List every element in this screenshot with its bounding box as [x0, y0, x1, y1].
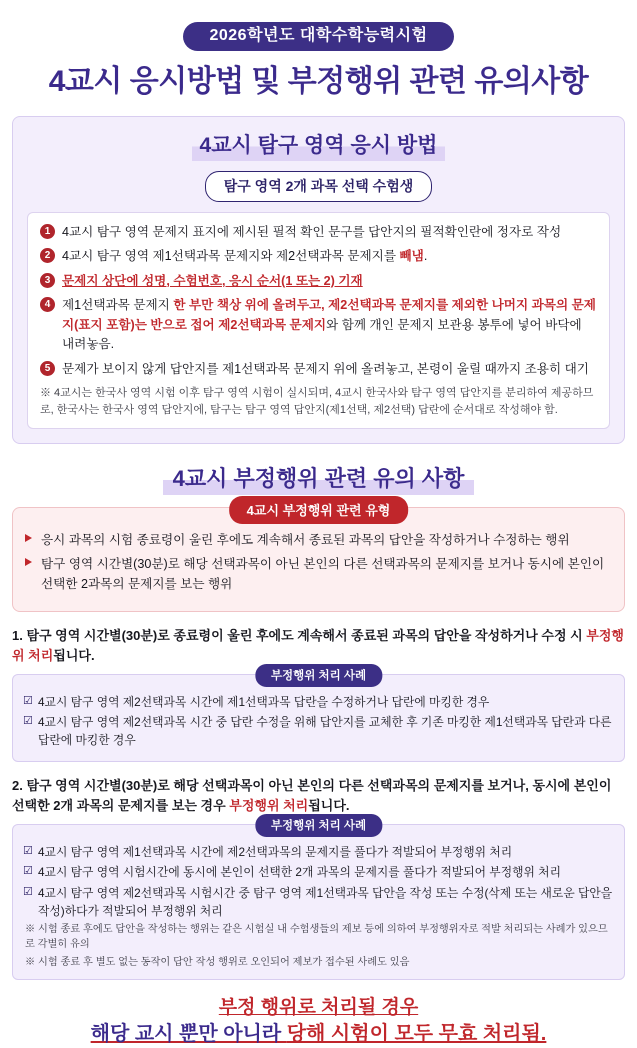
violation-case-item-text: 4교시 탐구 영역 제2선택과목 시간에 제1선택과목 답란을 수정하거나 답란에 마킹한 경우 — [38, 694, 490, 709]
violation-case-item-text: 4교시 탐구 영역 제2선택과목 시간 중 답란 수정을 위해 답안지를 교체한 후 기존 마킹한 제1선택과목 답란과 다른 답란에 마킹한 경우 — [38, 715, 612, 748]
violation-case-0-head-part-2: 됩니다. — [53, 647, 95, 663]
exam-method-item — [40, 223, 597, 243]
check-bullet-icon: ☑ — [23, 694, 33, 707]
violation-case-item — [23, 884, 614, 921]
header — [12, 0, 625, 100]
footer-line-1: 부정 행위로 처리될 경우 — [218, 996, 419, 1018]
exam-year-badge: 2026학년도 대학수학능력시험 — [183, 22, 453, 51]
check-bullet-icon: ☑ — [23, 885, 33, 898]
check-bullet-icon: ☑ — [23, 715, 33, 728]
check-bullet-icon: ☑ — [23, 865, 33, 878]
violation-case-1-head-part-2: 됩니다. — [308, 797, 350, 813]
violation-case-heading — [12, 776, 625, 816]
footer-line-2 — [12, 1021, 625, 1048]
violation-case-badge: 부정행위 처리 사례 — [255, 664, 382, 687]
triangle-bullet-icon — [25, 558, 32, 566]
exam-method-item — [40, 247, 597, 267]
violation-type-item — [25, 530, 612, 550]
section2-title: 4교시 부정행위 관련 유의 사항 — [163, 462, 475, 495]
footer-line-2-part-a: 해당 교시 뿐만 아니라 — [90, 1022, 287, 1045]
exam-method-item — [40, 272, 597, 292]
violation-types-box — [12, 503, 625, 611]
exam-method-item — [40, 296, 597, 355]
exam-method-list — [40, 223, 597, 380]
violation-types-list — [25, 530, 612, 594]
violation-case-item — [23, 863, 614, 881]
exam-method-item-3-part-1: 한 부만 책상 위에 올려두고, 제2선택과목 문제지를 제외한 나머지 과목의 문제지(표지 포함)는 반으로 접어 제2선택과목 문제지 — [62, 298, 596, 332]
section2-title-wrap — [12, 462, 625, 495]
violation-case-list — [23, 693, 614, 750]
exam-method-item-2-part-0: 문제지 상단에 성명, 수험번호, 응시 순서(1 또는 2) 기재 — [62, 273, 363, 288]
violation-type-text: 탐구 영역 시간별(30분)로 해당 선택과목이 아닌 본인의 다른 선택과목의 문제지를 보거나 동시에 본인이 선택한 2과목의 문제지를 보는 행위 — [41, 557, 605, 592]
list-number-badge: 1 — [40, 224, 55, 239]
footer-line-2-part-b: 당해 시험이 모두 무효 처리됨. — [286, 1022, 547, 1045]
list-number-badge: 3 — [40, 273, 55, 288]
check-bullet-icon: ☑ — [23, 844, 33, 857]
exam-method-item-1-part-2: . — [423, 249, 428, 264]
section-exam-method — [12, 116, 625, 445]
section1-note: ※ 4교시는 한국사 영역 시험 이후 탐구 영역 시험이 실시되며, 4교시 한국사와 탐구 영역 답안지를 분리하여 제공하므로, 한국사는 한국사 영역 답안지에, 탐구는 탐구 영역 답안지(제1선택, 제2선택) 답란에 순서대로 작성해야 함. — [40, 387, 594, 416]
violation-type-text: 응시 과목의 시험 종료령이 울린 후에도 계속해서 종료된 과목의 답안을 작성하거나 수정하는 행위 — [41, 533, 570, 548]
list-number-badge: 2 — [40, 248, 55, 263]
footer — [12, 996, 625, 1048]
violation-case — [12, 626, 625, 762]
section1-target-badge: 탐구 영역 2개 과목 선택 수험생 — [205, 171, 433, 202]
section1-title: 4교시 탐구 영역 응시 방법 — [192, 129, 446, 161]
violation-case-item-text: 4교시 탐구 영역 시험시간에 동시에 본인이 선택한 2개 과목의 문제지를 풀다가 적발되어 부정행위 처리 — [38, 865, 561, 880]
violation-case-box — [12, 819, 625, 980]
violation-case-item — [23, 693, 614, 711]
exam-method-item-3-part-2: 와 함께 개인 문제지 보관용 봉투에 넣어 바닥에 내려놓음. — [62, 317, 582, 352]
exam-method-item-4-part-0: 문제가 보이지 않게 답안지를 제1선택과목 문제지 위에 올려놓고, 본령이 울릴 때까지 조용히 대기 — [62, 361, 589, 376]
violation-case-badge: 부정행위 처리 사례 — [255, 814, 382, 837]
violation-types-badge: 4교시 부정행위 관련 유형 — [229, 496, 409, 524]
violation-case-1-head-part-0: 2. 탐구 영역 시간별(30분)로 해당 선택과목이 아닌 본인의 다른 선택과목의 문제지를 보거나, 동시에 본인이 선택한 2개 과목의 문제지를 보는 경우 — [12, 777, 612, 813]
section1-content-box — [27, 212, 610, 430]
violation-case-box — [12, 669, 625, 762]
exam-method-item-1-part-1: 빼냄 — [399, 249, 424, 264]
violation-case-item-text: 4교시 탐구 영역 제2선택과목 시험시간 중 탐구 영역 제1선택과목 답안을 작성 또는 수정(삭제 또는 새로운 답안을 작성)하다가 적발되어 부정행위 처리 — [38, 885, 613, 918]
exam-method-item-1-part-0: 4교시 탐구 영역 제1선택과목 문제지와 제2선택과목 문제지를 — [62, 249, 400, 264]
violation-case-heading — [12, 626, 625, 666]
violation-case-list — [23, 843, 614, 920]
violation-case-item — [23, 713, 614, 750]
list-number-badge: 4 — [40, 297, 55, 312]
page-title: 4교시 응시방법 및 부정행위 관련 유의사항 — [48, 65, 589, 98]
section1-title-wrap — [27, 129, 610, 161]
exam-method-item — [40, 360, 597, 380]
violation-case-item-text: 4교시 탐구 영역 제1선택과목 시간에 제2선택과목의 문제지를 풀다가 적발되어 부정행위 처리 — [38, 844, 513, 859]
violation-case-1-head-part-1: 부정행위 처리 — [229, 797, 309, 813]
violation-case-subnote: ※ 시험 종료 후 별도 없는 동작이 답안 작성 행위로 오인되어 제보가 접수된 사례도 있음 — [25, 956, 410, 968]
violation-case-0-head-part-0: 1. 탐구 영역 시간별(30분)로 종료령이 울린 후에도 계속해서 종료된 과목의 답안을 작성하거나 수정 시 — [12, 627, 587, 643]
violation-case-item — [23, 843, 614, 861]
list-number-badge: 5 — [40, 361, 55, 376]
violation-case — [12, 776, 625, 980]
triangle-bullet-icon — [25, 534, 32, 542]
violation-case-subnote: ※ 시험 종료 후에도 답안을 작성하는 행위는 같은 시험실 내 수험생들의 제보 등에 의하여 부정행위자로 적발 처리되는 사례가 있으므로 각별히 유의 — [25, 924, 608, 951]
exam-method-item-3-part-0: 제1선택과목 문제지 — [62, 298, 174, 313]
exam-method-item-0-part-0: 4교시 탐구 영역 문제지 표지에 제시된 필적 확인 문구를 답안지의 필적확인란에 정자로 작성 — [62, 224, 562, 239]
violation-cases — [12, 626, 625, 980]
violation-case-0-head-part-1: 부정행위 처리 — [12, 627, 624, 663]
violation-type-item — [25, 554, 612, 594]
